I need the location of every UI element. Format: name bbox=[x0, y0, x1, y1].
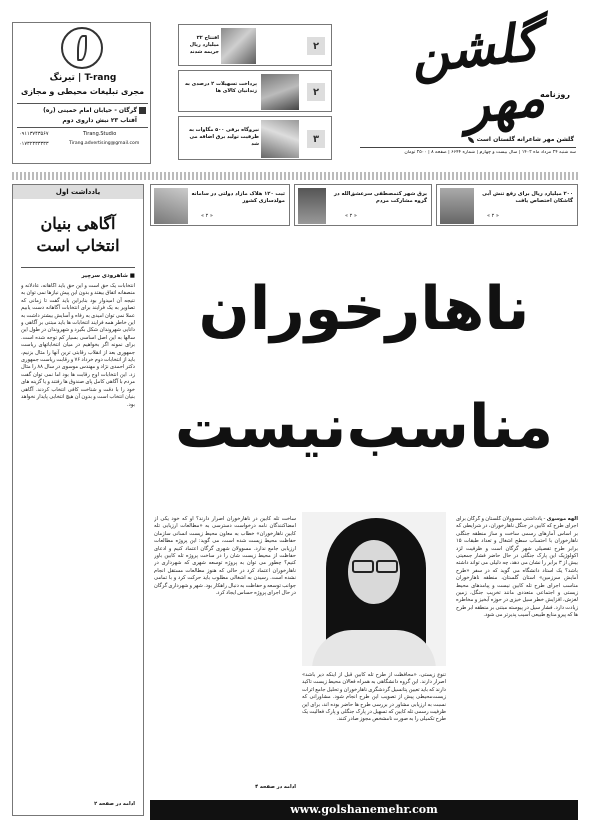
masthead-logo: گلشن مهر bbox=[408, 11, 548, 137]
ad-logo-icon bbox=[61, 27, 103, 69]
teaser-photo bbox=[221, 28, 256, 64]
ad-phone-2[interactable]: ۰۱۷۳۲۳۳۳۳۳۳ bbox=[19, 141, 49, 147]
subhead-text: ۲۰۰ میلیارد ریال برای رفع تنش آبی گاشکان اختصاص یافت bbox=[482, 191, 573, 204]
subhead-ref: « ۲ » bbox=[345, 213, 357, 219]
lead-column-2: ساخت تله کابین در ناهارخوران اصرار دارند؟ او که خود یکی از امضاکنندگان نامه درخواست دسترسی به «مطالعات ارزیابی تله کابین ناهارخوران» خطاب به معاون محیط زیست انسانی سازمان حفاظت محیط زیست شده است، می گوید: این پروژه مطالعات ارزیابی جامع ندارد. مسوولان شهری گرگان اعتماد کنیم و ادعای حفاظت از محیط زیست شان را در ساخت پروژه تله کابین باور کنیم؟ چطور می توان به پروژه توسعه شهری که شهرداری در ناهارخوران اعتماد کرد در حالی که هنوز مطالعات مستقل انجام نشده است. رسیدن به اشغالی مطلوب باید حرکت کرد و با تمامی جوانب توسعه و حفاظت به دنبال راهکار بود. شهر و شهرداری گرگان در حال اجرای پروژه حساس ایجاد کرد. bbox=[154, 516, 296, 597]
teaser-photo bbox=[261, 120, 299, 158]
subhead-item[interactable] bbox=[436, 184, 578, 226]
ad-address: گرگان - خیابان امام خمینی (ره) bbox=[43, 107, 137, 114]
subhead-photo bbox=[440, 188, 474, 224]
subhead-ref: « ۲ » bbox=[487, 213, 499, 219]
ad-brand-en: T-rang bbox=[84, 73, 117, 83]
editorial-title-line1: آگاهی بنیان bbox=[40, 214, 116, 233]
editorial-continue: ادامه در صفحه ۲ bbox=[94, 801, 135, 807]
ad-brand-fa: تیرنگ bbox=[49, 73, 75, 83]
headline-line-2: مناسب‌نیست bbox=[174, 392, 554, 462]
home-icon bbox=[139, 107, 146, 114]
masthead-subtitle: روزنامه bbox=[540, 90, 570, 99]
editorial-title bbox=[13, 213, 143, 257]
ad-contact-instagram[interactable]: Tirang.Studio bbox=[83, 131, 117, 137]
lead-continue: ادامه در صفحه ۴ bbox=[255, 784, 296, 790]
subhead-text: برق شهر کتمصطفی سرعشق‌الله در گروه مشارکت مردم bbox=[333, 191, 427, 204]
ad-address-2: آفتاب ۲۳ نبش داروی دوم bbox=[62, 117, 137, 124]
teaser-number: ۳ bbox=[307, 130, 325, 148]
subhead-ref: « ۲ » bbox=[201, 213, 213, 219]
teaser-text: افتتاح ۳۲ میلیارد ریال جریمه شدند bbox=[189, 35, 219, 55]
teaser-number: ۲ bbox=[307, 37, 325, 55]
teaser-item[interactable] bbox=[178, 70, 332, 112]
lead-photo bbox=[302, 512, 446, 666]
ad-phone-1[interactable]: ۰۹۱۱۳۷۴۳۵۶۷ bbox=[19, 131, 49, 137]
issue-line: سه شنبه ۲۴ مرداد ماه ۱۴۰۲ | سال بیست و چهارم | شماره ۶۶۴۴ | صفحه ۸ | ۲۵۰۰ تومان bbox=[404, 150, 576, 155]
lead-col1-text: - یادداشتی مسوولان گلستان و گرگان برای اجرای طرح که کابین در جنگل ناهارخوران، در شرایطی که بر اساس آمارهای رسمی ساخت و ساز منطقه جنگلی ناهارخوران با احتساب سطح اشغال و تعداد طبقات ۱۵ برابر طرح تفصیلی شهر گرگان است و ظرفیت لزد اکولوژیک این پارک جنگلی در حال حاضر فشار جمعیتی بیش از ۳ برابر را نشان می دهد، چه دلیلی می تواند داشته باشد؟ یک استاد دانشگاه می گوید که در سفر «طرح آمایش سرزمین» استان گلستان، منطقه ناهارخوران مناسب اجرای طرح تله کابین نیست و پیامدهای محیط زیستی و اجتماعی متعددی مانند تخریب جنگل، زمین لغزش، افزایش خطر سیل خیزی در حوزه آبخیز و مخاطره زیادت دارد. فشار سیل در پیوسته مبتنی بر منطقه ابر طرح ها که پیرو منابع طبیعی آسیب پذیرتر می شود. bbox=[456, 516, 578, 619]
lead-article bbox=[150, 510, 578, 800]
leaf-icon bbox=[468, 137, 474, 143]
ad-brand: تیرنگ | T-rang bbox=[49, 73, 117, 83]
editorial-title-line2: انتخاب است bbox=[36, 236, 120, 255]
masthead-tagline bbox=[468, 136, 574, 143]
ad-title: مجری تبلیغات محیطی و مجازی bbox=[20, 87, 145, 96]
teaser-item[interactable] bbox=[178, 24, 332, 66]
editorial-body: انتخابات یک حق است و این حق باید آگاهانه، عادلانه و منصفانه اتفاق بیفتد و بدون این پیش نیازها نمی توان به نتیجه آن امیدوار بود بنابراین باید گفت تا زمانی که تصاویر به یک فرایند برای انتخابات آگاهانه دست یابیم عملا نمی توان امیدی به رفاه و آسایش بیشتر داشت به این خاطر همه فرایند انتخابات ها باید مبتنی بر آگاهی و دانایی شهروندان شکل بگیرد و شهروندان در طول این سالها به این اصل اساسی بسیار کم توجه شده است. برای نمونه اگر بخواهیم در میان انتخاباتهای ریاست جمهوری بعد از انقلاب رقابتی ترین آنها را مثال بزنیم، باید از انتخابات دوم خرداد ۷۶ و رقابت ریاست جمهوری دکتر احمدی نژاد و مهندس موسوی در سال ۸۸ را مثال زد. این انتخابات اوج رقابت ها بود اما نمی توان گفت مردم با آگاهی کامل پای صندوق ها رفتند و یا گزینه های خود را با دقت و شناخت کافی انتخاب کردند. آگاهی بنیان انتخاب است و بدون آن هیچ انتخابی پایدار نخواهد بود. bbox=[21, 283, 135, 408]
footer-website[interactable]: www.golshanemehr.com bbox=[150, 800, 578, 820]
teaser-text: پرداخت تسهیلات ۲ درصدی به زندانیان کالای ها bbox=[185, 81, 257, 94]
subhead-photo bbox=[298, 188, 326, 224]
editorial-author: ■ شاهرودی سرچیر bbox=[81, 273, 135, 279]
separator-stripe bbox=[12, 172, 578, 180]
subhead-text: ثبت ۱۲۰ هلاک مازاد دولتی در سامانه مولدسازی کشور bbox=[191, 191, 285, 204]
editorial-column bbox=[12, 184, 144, 816]
lead-column-3: تنوع زیستی، «محافظت از طرح تله کابین قبل از اینکه دیر باشد» اصرار دارند. این گروه دانشگاهی به همراه فعالان محیط زیست تاکید دارند که باید تعیین پتانسیل گردشگری ناهارخوران و تحلیل جامع اثرات زیست‌محیطی پیش از تصویب این طرح انجام شود. مشاورانی که نسبت به ارزیابی مشاور در بررسی طرح ها حاضر بوده اند، برای این ظرفیت رسمی تله کابین که تسهیل در پارک جنگلی و پارک فعالیت یک طرح تکمیلی را به صورت نامشخص مجوز صادر کنند. bbox=[302, 672, 446, 723]
teaser-item[interactable] bbox=[178, 116, 332, 160]
editorial-kicker: یادداشت اول bbox=[13, 185, 143, 199]
teasers bbox=[178, 24, 332, 160]
main-headline bbox=[150, 270, 578, 466]
ad-contact-email[interactable]: Tirang.advertising@gmail.com bbox=[69, 141, 140, 146]
teaser-number: ۲ bbox=[307, 83, 325, 101]
subhead-item[interactable] bbox=[294, 184, 432, 226]
teaser-text: نیروگاه برقی ۵۰۰ مگاوات به ظرفیت تولید برق اضافه می شد bbox=[189, 127, 259, 147]
advertisement[interactable] bbox=[12, 22, 151, 164]
headline-line-1: ناهارخوران bbox=[198, 274, 530, 344]
subhead-photo bbox=[154, 188, 188, 224]
teaser-photo bbox=[261, 74, 299, 110]
subheads bbox=[150, 184, 578, 226]
lead-byline: الهه موسوی bbox=[546, 516, 578, 522]
tagline-text: گلشن مهر شاعرانه گلستان است bbox=[476, 136, 574, 143]
lead-column-1 bbox=[456, 516, 578, 798]
subhead-item[interactable] bbox=[150, 184, 290, 226]
masthead bbox=[350, 11, 576, 158]
